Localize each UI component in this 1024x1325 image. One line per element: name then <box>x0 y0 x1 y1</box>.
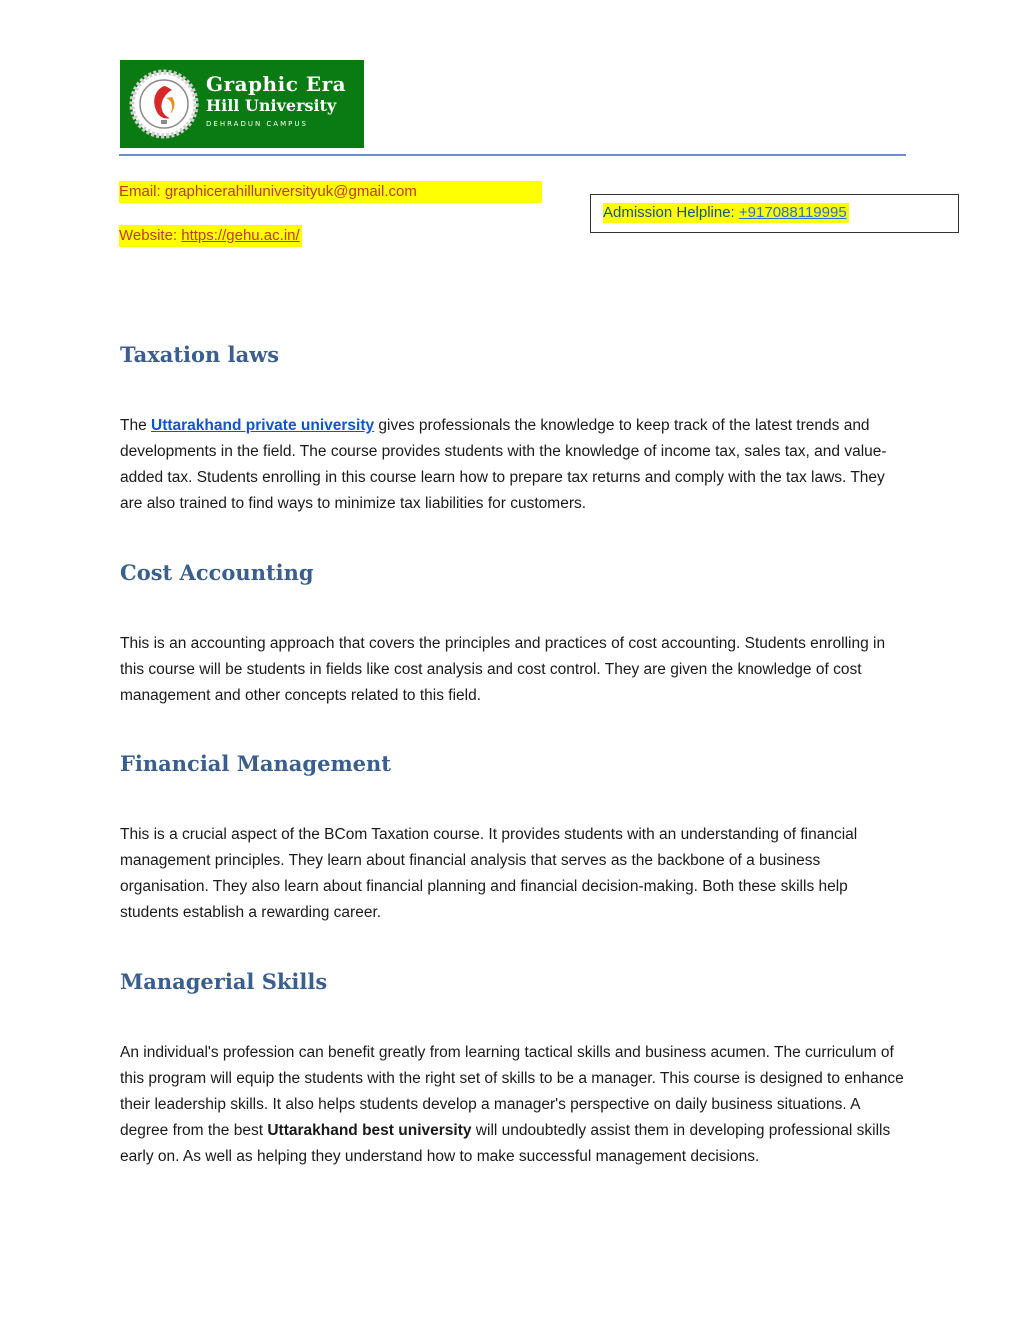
heading-financial-management: Financial Management <box>120 751 392 776</box>
header-divider <box>119 154 906 156</box>
logo-subtitle: Hill University <box>206 96 337 115</box>
bold-uttarakhand-best-university: Uttarakhand best university <box>267 1122 472 1139</box>
paragraph-taxation-laws <box>120 413 910 517</box>
link-uttarakhand-private-university[interactable]: Uttarakhand private university <box>151 417 375 434</box>
website-link[interactable]: https://gehu.ac.in/ <box>181 227 300 244</box>
helpline-phone-link[interactable]: +917088119995 <box>738 204 847 221</box>
university-logo[interactable] <box>120 60 364 148</box>
email-value[interactable]: graphicerahilluniversityuk@gmail.com <box>164 183 417 200</box>
text-segment: The <box>120 417 152 434</box>
helpline-text <box>603 203 849 223</box>
email-line <box>119 181 542 203</box>
logo-wordmark <box>206 72 346 130</box>
helpline-label: Admission Helpline: <box>603 204 739 221</box>
logo-title: Graphic Era <box>206 72 347 96</box>
admission-helpline-box <box>590 194 959 233</box>
logo-campus: DEHRADUN CAMPUS <box>206 120 308 128</box>
paragraph-managerial-skills <box>120 1040 910 1170</box>
text-segment: will undoubtedly assist them in developing professional skills early on. As well as helping they understand how to make successful management decisions. <box>120 1122 891 1165</box>
heading-managerial-skills: Managerial Skills <box>120 969 328 994</box>
text-segment: An individual's profession can benefit greatly from learning tactical skills and business acumen. The curriculum of this program will equip the students with the right set of skills to be a manager. This course is designed to enhance their leadership skills. It also helps students develop a manager's perspective on daily business situations. A degree from the best <box>120 1044 904 1139</box>
paragraph-cost-accounting: This is an accounting approach that covers the principles and practices of cost accounting. Students enrolling in this course will be students in fields like cost analysis and cost control. They are given the knowledge of cost management and other concepts related to this field. <box>120 635 886 704</box>
email-label: Email: <box>119 183 165 200</box>
website-label: Website: <box>119 227 182 244</box>
heading-taxation-laws: Taxation laws <box>120 342 280 367</box>
university-emblem-icon <box>128 68 200 140</box>
text-segment: gives professionals the knowledge to keep track of the latest trends and developments in the field. The course provides students with the knowledge of income tax, sales tax, and value-added tax. Students enrolling in this course learn how to prepare tax returns and comply with the tax laws. They are also trained to find ways to minimize tax liabilities for customers. <box>120 417 887 512</box>
heading-cost-accounting: Cost Accounting <box>120 560 314 585</box>
paragraph-financial-management: This is a crucial aspect of the BCom Taxation course. It provides students with an understanding of financial management principles. They learn about financial analysis that serves as the backbone of a business organisation. They also learn about financial planning and financial decision-making. Both these skills help students establish a rewarding career. <box>120 826 858 921</box>
website-line <box>119 225 302 247</box>
